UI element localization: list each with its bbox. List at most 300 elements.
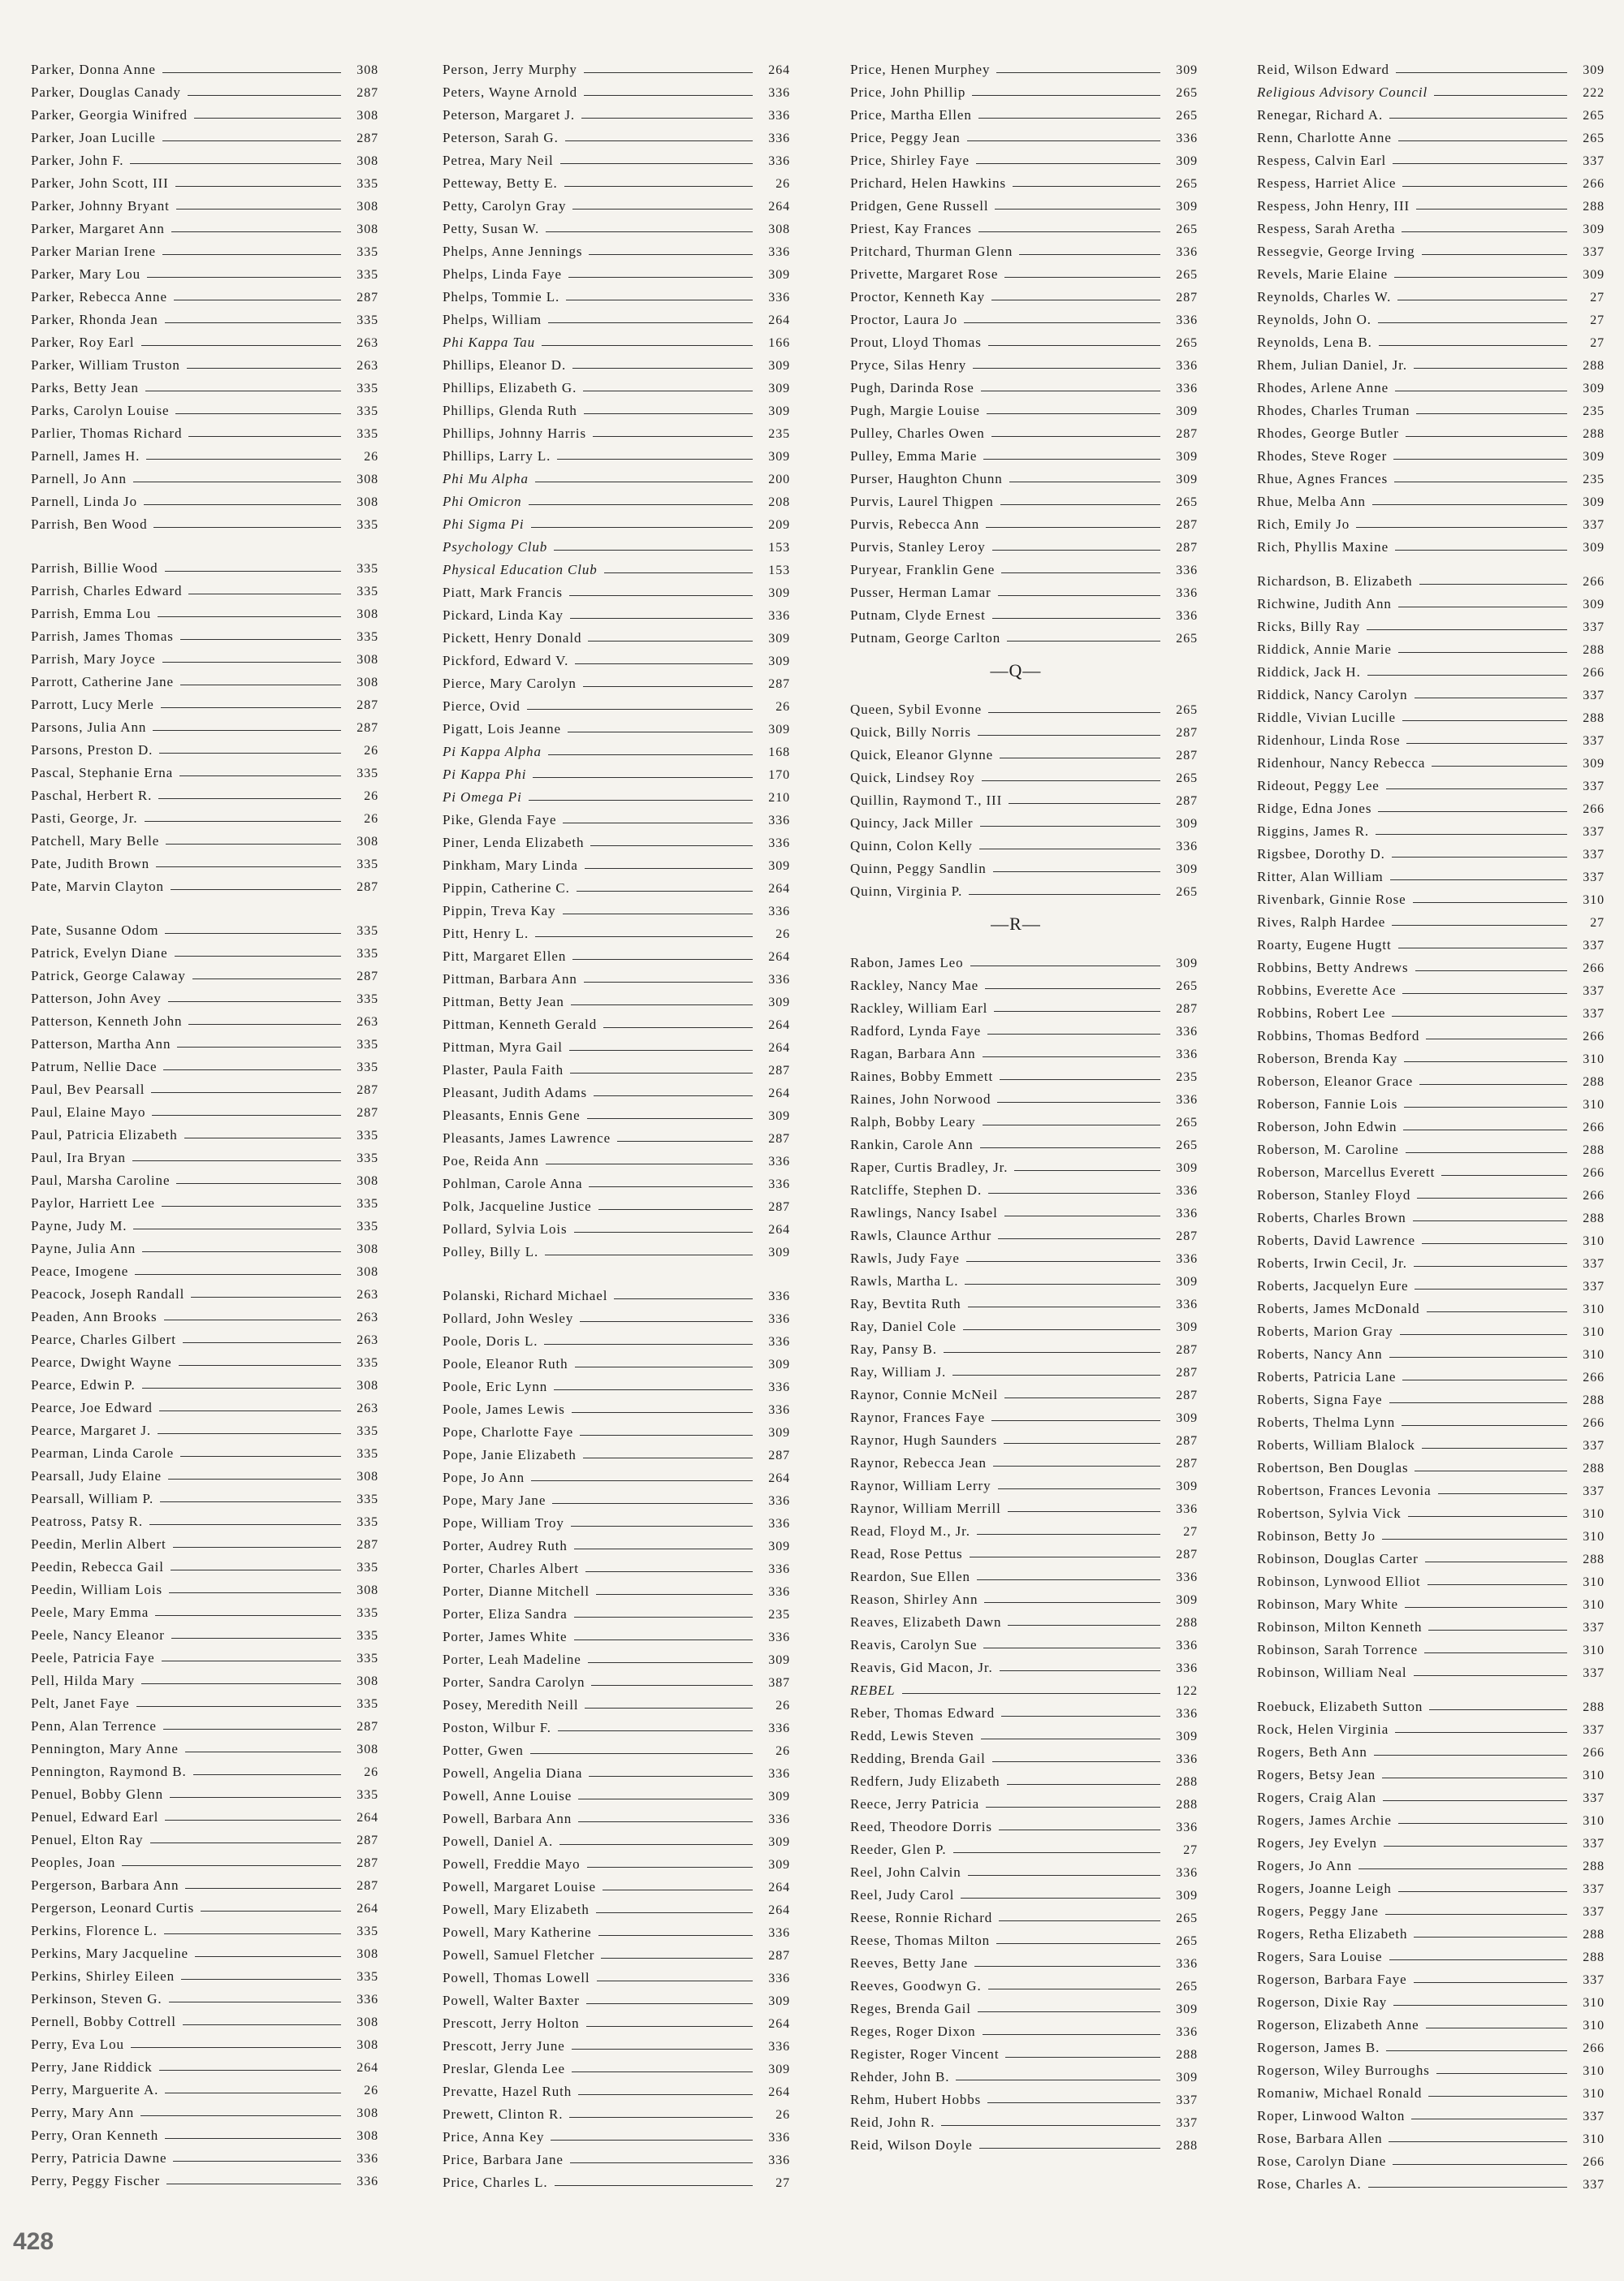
dot-leader bbox=[589, 254, 753, 255]
dot-leader bbox=[577, 891, 753, 892]
entry-page-number: 309 bbox=[768, 996, 790, 1009]
entry-name: Roberson, Stanley Floyd bbox=[1257, 1187, 1411, 1203]
entry-name: Person, Jerry Murphy bbox=[443, 62, 577, 77]
entry-name: Reid, Wilson Doyle bbox=[850, 2137, 973, 2153]
entry-page-number: 265 bbox=[1583, 109, 1605, 123]
index-entry bbox=[1257, 840, 1605, 862]
dot-leader bbox=[145, 821, 341, 822]
index-entry bbox=[31, 1507, 378, 1530]
entry-name: Parker, Rhonda Jean bbox=[31, 312, 158, 327]
entry-name: Radford, Lynda Faye bbox=[850, 1023, 982, 1039]
entry-page-number: 266 bbox=[1583, 2155, 1605, 2169]
entry-page-number: 309 bbox=[1176, 154, 1198, 168]
entry-page-number: 336 bbox=[1176, 1093, 1198, 1107]
dot-leader bbox=[564, 186, 753, 187]
entry-name: Roberson, M. Caroline bbox=[1257, 1142, 1399, 1157]
entry-name: Rich, Emily Jo bbox=[1257, 516, 1350, 532]
entry-name: Rogers, Beth Ann bbox=[1257, 1744, 1367, 1760]
entry-name: Prewett, Clinton R. bbox=[443, 2106, 564, 2122]
entry-name: Pritchard, Thurman Glenn bbox=[850, 244, 1013, 259]
index-entry bbox=[443, 1873, 790, 1895]
entry-page-number: 265 bbox=[1176, 109, 1198, 123]
dot-leader bbox=[581, 118, 753, 119]
dot-leader bbox=[130, 163, 341, 164]
entry-page-number: 310 bbox=[1583, 2132, 1605, 2146]
entry-name: Priest, Kay Frances bbox=[850, 221, 972, 236]
entry-page-number: 309 bbox=[768, 723, 790, 737]
entry-name: Phi Omicron bbox=[443, 494, 522, 509]
entry-page-number: 27 bbox=[775, 2176, 790, 2190]
entry-name: Reece, Jerry Patricia bbox=[850, 1796, 980, 1812]
index-entry bbox=[31, 305, 378, 328]
index-entry bbox=[850, 1358, 1198, 1380]
entry-name: Parker, Johnny Bryant bbox=[31, 198, 170, 214]
entry-name: Pittman, Myra Gail bbox=[443, 1039, 563, 1055]
entry-name: Rose, Barbara Allen bbox=[1257, 2131, 1383, 2146]
entry-page-number: 336 bbox=[1176, 1252, 1198, 1266]
entry-name: Phelps, Tommie L. bbox=[443, 289, 560, 305]
entry-name: Pearce, Joe Edward bbox=[31, 1400, 153, 1415]
entry-name: Roberts, James McDonald bbox=[1257, 1301, 1420, 1316]
entry-page-number: 309 bbox=[768, 1790, 790, 1804]
entry-name: Rawls, Judy Faye bbox=[850, 1251, 960, 1266]
dot-leader bbox=[153, 527, 341, 528]
dot-leader bbox=[977, 1579, 1160, 1580]
entry-page-number: 336 bbox=[1176, 564, 1198, 577]
entry-page-number: 287 bbox=[356, 1879, 378, 1893]
dot-leader bbox=[1402, 993, 1567, 994]
dot-leader bbox=[1400, 1334, 1567, 1335]
entry-name: Robinson, Douglas Carter bbox=[1257, 1551, 1419, 1566]
index-entry bbox=[31, 1621, 378, 1644]
index-entry bbox=[443, 1486, 790, 1509]
entry-page-number: 335 bbox=[356, 1197, 378, 1211]
index-entry bbox=[31, 1393, 378, 1416]
entry-page-number: 288 bbox=[1583, 1212, 1605, 1225]
index-entry bbox=[443, 1668, 790, 1691]
dot-leader bbox=[580, 1321, 753, 1322]
entry-page-number: 337 bbox=[1583, 984, 1605, 998]
index-entry bbox=[31, 1166, 378, 1189]
entry-name: Putnam, Clyde Ernest bbox=[850, 607, 986, 623]
index-entry bbox=[1257, 794, 1605, 817]
dot-leader bbox=[175, 413, 341, 414]
entry-page-number: 336 bbox=[1176, 1207, 1198, 1220]
entry-page-number: 309 bbox=[768, 1858, 790, 1872]
entry-page-number: 336 bbox=[1176, 1957, 1198, 1971]
entry-page-number: 264 bbox=[768, 1041, 790, 1055]
entry-page-number: 287 bbox=[768, 1949, 790, 1963]
entry-name: Parnell, Jo Ann bbox=[31, 471, 127, 486]
index-entry bbox=[850, 1199, 1198, 1221]
index-entry bbox=[850, 948, 1198, 971]
dot-leader bbox=[1385, 1914, 1567, 1915]
entry-name: Paschal, Herbert R. bbox=[31, 788, 153, 803]
index-entry bbox=[443, 1395, 790, 1418]
entry-name: Paul, Patricia Elizabeth bbox=[31, 1127, 178, 1143]
index-entry bbox=[443, 1372, 790, 1395]
dot-leader bbox=[1398, 652, 1567, 653]
dot-leader bbox=[1398, 1823, 1567, 1824]
dot-leader bbox=[188, 436, 341, 437]
index-entry bbox=[31, 1825, 378, 1848]
entry-name: Perry, Peggy Fischer bbox=[31, 2173, 161, 2188]
dot-leader bbox=[1422, 1243, 1567, 1244]
entry-name: Pitt, Margaret Ellen bbox=[443, 948, 567, 964]
dot-leader bbox=[1428, 1630, 1567, 1631]
entry-name: Parrott, Catherine Jane bbox=[31, 674, 175, 689]
entry-name: Pearce, Charles Gilbert bbox=[31, 1332, 176, 1347]
group-spacer bbox=[31, 895, 378, 916]
index-entry bbox=[1257, 1783, 1605, 1806]
entry-name: Rideout, Peggy Lee bbox=[1257, 778, 1380, 793]
index-entry bbox=[443, 715, 790, 737]
entry-page-number: 26 bbox=[364, 450, 378, 464]
entry-page-number: 287 bbox=[1176, 1343, 1198, 1357]
entry-name: Rabon, James Leo bbox=[850, 955, 964, 970]
index-entry bbox=[850, 192, 1198, 214]
entry-name: Reid, John R. bbox=[850, 2115, 935, 2130]
entry-page-number: 287 bbox=[356, 132, 378, 145]
entry-page-number: 266 bbox=[1583, 666, 1605, 680]
index-entry bbox=[850, 1972, 1198, 1994]
index-entry bbox=[850, 101, 1198, 123]
entry-page-number: 310 bbox=[1583, 2087, 1605, 2101]
dot-leader bbox=[570, 1073, 753, 1074]
dot-leader bbox=[531, 1480, 753, 1481]
index-entry bbox=[443, 669, 790, 692]
entry-name: Paul, Elaine Mayo bbox=[31, 1104, 146, 1120]
entry-page-number: 336 bbox=[1176, 313, 1198, 327]
entry-name: Pennington, Mary Anne bbox=[31, 1741, 179, 1756]
dot-leader bbox=[1414, 368, 1567, 369]
entry-name: Rehm, Hubert Hobbs bbox=[850, 2092, 982, 2107]
entry-name: Rogers, Jo Ann bbox=[1257, 1858, 1352, 1873]
entry-page-number: 337 bbox=[1583, 1439, 1605, 1453]
entry-name: Robertson, Ben Douglas bbox=[1257, 1460, 1409, 1475]
entry-name: Rogerson, Elizabeth Anne bbox=[1257, 2017, 1419, 2033]
entry-page-number: 308 bbox=[356, 676, 378, 689]
index-entry bbox=[1257, 1135, 1605, 1158]
entry-page-number: 309 bbox=[1583, 757, 1605, 771]
index-entry bbox=[31, 2144, 378, 2167]
index-entry bbox=[1257, 1090, 1605, 1112]
index-entry bbox=[1257, 885, 1605, 908]
index-entry bbox=[443, 510, 790, 533]
entry-page-number: 266 bbox=[1583, 177, 1605, 191]
index-entry bbox=[31, 1030, 378, 1052]
entry-name: Raynor, Frances Faye bbox=[850, 1410, 986, 1425]
dot-leader bbox=[973, 368, 1160, 369]
dot-leader bbox=[1382, 1539, 1567, 1540]
entry-name: Riddick, Nancy Carolyn bbox=[1257, 687, 1408, 702]
index-entry bbox=[443, 942, 790, 965]
entry-name: Perkins, Florence L. bbox=[31, 1923, 158, 1938]
dot-leader bbox=[574, 1639, 754, 1640]
entry-name: Phillips, Larry L. bbox=[443, 448, 551, 464]
entry-name: Polanski, Richard Michael bbox=[443, 1288, 608, 1303]
entry-page-number: 263 bbox=[356, 1015, 378, 1029]
index-column-4 bbox=[1257, 55, 1605, 2192]
entry-name: Purser, Haughton Chunn bbox=[850, 471, 1003, 486]
entry-name: Pearsall, William P. bbox=[31, 1491, 154, 1506]
entry-name: Pugh, Margie Louise bbox=[850, 403, 980, 418]
index-entry bbox=[1257, 1829, 1605, 1851]
dot-leader bbox=[552, 1503, 753, 1504]
dot-leader bbox=[1009, 803, 1160, 804]
entry-name: Raynor, Rebecca Jean bbox=[850, 1455, 987, 1471]
dot-leader bbox=[1402, 720, 1567, 721]
entry-name: Rigsbee, Dorothy D. bbox=[1257, 846, 1385, 862]
entry-page-number: 335 bbox=[356, 858, 378, 871]
entry-name: Pleasants, Ennis Gene bbox=[443, 1108, 581, 1123]
entry-name: Rhem, Julian Daniel, Jr. bbox=[1257, 357, 1407, 373]
entry-name: Roberts, Marion Gray bbox=[1257, 1324, 1393, 1339]
dot-leader bbox=[185, 1888, 341, 1889]
index-entry bbox=[1257, 1022, 1605, 1044]
dot-leader bbox=[984, 1602, 1160, 1603]
index-entry bbox=[850, 1631, 1198, 1653]
entry-page-number: 153 bbox=[768, 541, 790, 555]
entry-page-number: 222 bbox=[1583, 86, 1605, 100]
index-entry bbox=[31, 1553, 378, 1575]
entry-page-number: 309 bbox=[1176, 1593, 1198, 1607]
index-entry bbox=[31, 1371, 378, 1393]
entry-page-number: 337 bbox=[1583, 1905, 1605, 1919]
dot-leader bbox=[1405, 1607, 1567, 1608]
index-entry bbox=[1257, 78, 1605, 101]
entry-name: Riddick, Annie Marie bbox=[1257, 642, 1392, 657]
entry-name: Pulley, Emma Marie bbox=[850, 448, 978, 464]
index-entry bbox=[31, 1848, 378, 1871]
dot-leader bbox=[135, 1274, 341, 1275]
entry-page-number: 336 bbox=[1176, 1866, 1198, 1880]
entry-name: Pergerson, Leonard Curtis bbox=[31, 1900, 195, 1916]
index-entry bbox=[31, 1939, 378, 1962]
group-spacer bbox=[1257, 555, 1605, 567]
entry-page-number: 335 bbox=[356, 767, 378, 780]
index-entry bbox=[850, 1244, 1198, 1267]
index-entry bbox=[443, 646, 790, 669]
entry-name: Robinson, Milton Kenneth bbox=[1257, 1619, 1423, 1635]
entry-name: Roberson, Fannie Lois bbox=[1257, 1096, 1398, 1112]
dot-leader bbox=[1402, 186, 1567, 187]
entry-page-number: 264 bbox=[356, 1811, 378, 1825]
entry-page-number: 287 bbox=[768, 1449, 790, 1462]
dot-leader bbox=[585, 868, 753, 869]
index-entry bbox=[31, 1803, 378, 1825]
entry-name: Pasti, George, Jr. bbox=[31, 810, 138, 826]
entry-page-number: 265 bbox=[1176, 1912, 1198, 1925]
index-entry bbox=[443, 1169, 790, 1192]
entry-name: Piner, Lenda Elizabeth bbox=[443, 835, 585, 850]
dot-leader bbox=[1378, 322, 1567, 323]
index-entry bbox=[850, 1881, 1198, 1903]
entry-name: Prevatte, Hazel Ruth bbox=[443, 2084, 572, 2099]
index-entry bbox=[443, 1441, 790, 1463]
dot-leader bbox=[589, 1776, 753, 1777]
entry-page-number: 335 bbox=[356, 1652, 378, 1665]
entry-name: Rose, Carolyn Diane bbox=[1257, 2154, 1387, 2169]
entry-name: Pugh, Darinda Rose bbox=[850, 380, 974, 395]
entry-name: Privette, Margaret Rose bbox=[850, 266, 999, 282]
index-entry bbox=[850, 1676, 1198, 1699]
entry-name: Pearce, Edwin P. bbox=[31, 1377, 136, 1393]
dot-leader bbox=[571, 1526, 753, 1527]
index-entry bbox=[443, 55, 790, 78]
dot-leader bbox=[180, 1456, 341, 1457]
entry-page-number: 336 bbox=[1176, 1570, 1198, 1584]
dot-leader bbox=[554, 550, 753, 551]
index-entry bbox=[443, 419, 790, 442]
index-entry bbox=[850, 624, 1198, 646]
entry-name: Paul, Ira Bryan bbox=[31, 1150, 126, 1165]
dot-leader bbox=[162, 140, 341, 141]
dot-leader bbox=[559, 1844, 753, 1845]
dot-leader bbox=[1392, 1016, 1567, 1017]
entry-name: Raynor, Connie McNeil bbox=[850, 1387, 999, 1402]
entry-page-number: 287 bbox=[356, 1106, 378, 1120]
dot-leader bbox=[192, 978, 341, 979]
dot-leader bbox=[149, 1524, 341, 1525]
entry-page-number: 309 bbox=[1176, 1275, 1198, 1289]
entry-name: Respess, Sarah Aretha bbox=[1257, 221, 1396, 236]
dot-leader bbox=[158, 798, 341, 799]
dot-leader bbox=[1416, 209, 1567, 210]
entry-name: Pate, Judith Brown bbox=[31, 856, 150, 871]
dot-leader bbox=[171, 889, 341, 890]
dot-leader bbox=[1406, 436, 1567, 437]
entry-name: Powell, Angelia Diana bbox=[443, 1765, 583, 1781]
entry-page-number: 266 bbox=[1583, 1371, 1605, 1385]
index-entry bbox=[1257, 1760, 1605, 1783]
index-entry bbox=[850, 123, 1198, 146]
index-entry bbox=[1257, 1715, 1605, 1738]
index-entry bbox=[31, 1484, 378, 1507]
entry-page-number: 287 bbox=[1176, 1434, 1198, 1448]
dot-leader bbox=[1414, 1266, 1567, 1267]
index-entry bbox=[1257, 351, 1605, 374]
dot-leader bbox=[183, 1342, 341, 1343]
index-entry bbox=[443, 1554, 790, 1577]
entry-page-number: 264 bbox=[356, 1902, 378, 1916]
entry-name: Reardon, Sue Ellen bbox=[850, 1569, 970, 1584]
dot-leader bbox=[991, 436, 1160, 437]
index-entry bbox=[1257, 1567, 1605, 1590]
dot-leader bbox=[998, 1488, 1161, 1489]
entry-name: Robbins, Robert Lee bbox=[1257, 1005, 1386, 1021]
entry-name: Pryce, Silas Henry bbox=[850, 357, 967, 373]
entry-page-number: 337 bbox=[1583, 1621, 1605, 1635]
dot-leader bbox=[571, 1004, 753, 1005]
entry-page-number: 335 bbox=[356, 585, 378, 598]
entry-page-number: 287 bbox=[1176, 1389, 1198, 1402]
index-entry bbox=[31, 2098, 378, 2121]
entry-name: Pusser, Herman Lamar bbox=[850, 585, 991, 600]
entry-name: Powell, Freddie Mayo bbox=[443, 1856, 581, 1872]
entry-name: Pearce, Dwight Wayne bbox=[31, 1354, 172, 1370]
entry-page-number: 336 bbox=[768, 154, 790, 168]
dot-leader bbox=[555, 2185, 753, 2186]
entry-page-number: 265 bbox=[1176, 268, 1198, 282]
entry-name: Patrick, Evelyn Diane bbox=[31, 945, 168, 961]
entry-name: Ratcliffe, Stephen D. bbox=[850, 1182, 983, 1198]
index-entry bbox=[1257, 817, 1605, 840]
entry-name: Perry, Jane Riddick bbox=[31, 2059, 153, 2075]
entry-page-number: 265 bbox=[1176, 1116, 1198, 1130]
entry-page-number: 200 bbox=[768, 473, 790, 486]
entry-page-number: 264 bbox=[768, 1903, 790, 1917]
dot-leader bbox=[584, 982, 753, 983]
entry-name: Roberts, Patricia Lane bbox=[1257, 1369, 1397, 1385]
entry-page-number: 309 bbox=[768, 1835, 790, 1849]
entry-name: Powell, Anne Louise bbox=[443, 1788, 572, 1804]
entry-name: Penuel, Elton Ray bbox=[31, 1832, 144, 1847]
dot-leader bbox=[1398, 1891, 1567, 1892]
index-entry bbox=[443, 328, 790, 351]
dot-leader bbox=[551, 2140, 753, 2141]
index-entry bbox=[443, 464, 790, 487]
entry-name: Pittman, Betty Jean bbox=[443, 994, 564, 1009]
entry-name: Parker, Margaret Ann bbox=[31, 221, 165, 236]
index-entry bbox=[850, 305, 1198, 328]
entry-name: Peace, Imogene bbox=[31, 1264, 129, 1279]
dot-leader bbox=[1394, 277, 1567, 278]
dot-leader bbox=[1415, 970, 1568, 971]
index-entry bbox=[31, 1280, 378, 1303]
entry-name: Porter, Charles Albert bbox=[443, 1561, 579, 1576]
entry-page-number: 309 bbox=[768, 1994, 790, 2008]
dot-leader bbox=[594, 1095, 753, 1096]
index-entry bbox=[31, 192, 378, 214]
entry-name: Rogerson, Wiley Burroughs bbox=[1257, 2063, 1430, 2078]
entry-name: Roebuck, Elizabeth Sutton bbox=[1257, 1699, 1423, 1714]
entry-name: Rogers, Betsy Jean bbox=[1257, 1767, 1376, 1782]
index-entry bbox=[1257, 533, 1605, 555]
entry-page-number: 310 bbox=[1583, 1234, 1605, 1248]
entry-page-number: 336 bbox=[1176, 132, 1198, 145]
dot-leader bbox=[596, 1594, 753, 1595]
dot-leader bbox=[163, 1729, 341, 1730]
index-entry bbox=[1257, 749, 1605, 771]
entry-name: Purvis, Laurel Thigpen bbox=[850, 494, 994, 509]
dot-leader bbox=[979, 2148, 1160, 2149]
entry-page-number: 335 bbox=[356, 992, 378, 1006]
entry-page-number: 287 bbox=[768, 1200, 790, 1214]
entry-page-number: 337 bbox=[1583, 1484, 1605, 1498]
index-entry bbox=[443, 692, 790, 715]
entry-page-number: 287 bbox=[356, 1834, 378, 1847]
entry-name: Rhodes, George Butler bbox=[1257, 426, 1399, 441]
entry-page-number: 308 bbox=[356, 1743, 378, 1756]
entry-name: Romaniw, Michael Ronald bbox=[1257, 2085, 1423, 2101]
dot-leader bbox=[1402, 1425, 1567, 1426]
entry-page-number: 288 bbox=[1583, 200, 1605, 214]
dot-leader bbox=[554, 1389, 753, 1390]
entry-name: Register, Roger Vincent bbox=[850, 2046, 1000, 2062]
dot-leader bbox=[144, 504, 341, 505]
index-entry bbox=[1257, 1181, 1605, 1203]
index-entry bbox=[850, 1267, 1198, 1290]
dot-leader bbox=[988, 712, 1160, 713]
entry-page-number: 336 bbox=[356, 1993, 378, 2007]
index-entry bbox=[850, 2108, 1198, 2131]
entry-name: Poole, Eleanor Ruth bbox=[443, 1356, 568, 1372]
index-entry bbox=[850, 1699, 1198, 1722]
dot-leader bbox=[165, 322, 341, 323]
page-number: 428 bbox=[13, 2228, 54, 2255]
dot-leader bbox=[1419, 1084, 1567, 1085]
